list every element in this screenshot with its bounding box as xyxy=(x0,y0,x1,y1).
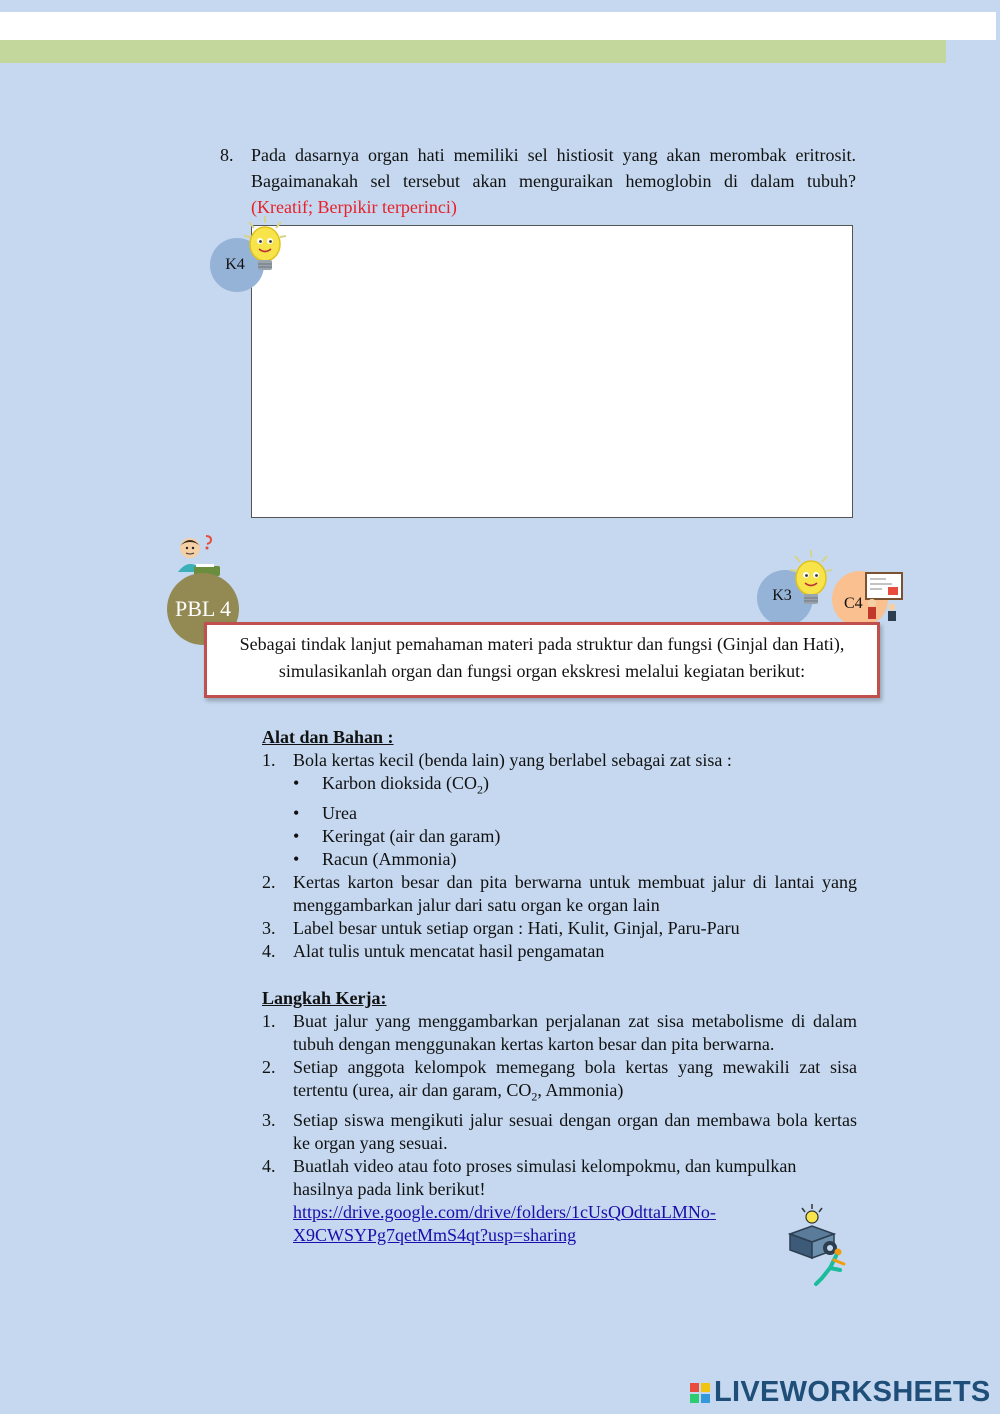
question-text xyxy=(251,142,856,220)
logo-square xyxy=(701,1394,710,1403)
item-text: Label besar untuk setiap organ : Hati, Kulit, Ginjal, Paru-Paru xyxy=(293,917,740,938)
bullet-text: Karbon dioksida (CO xyxy=(322,773,477,793)
logo-square xyxy=(701,1383,710,1392)
item-text: Alat tulis untuk mencatat hasil pengamatan xyxy=(293,940,605,961)
item-text: Setiap siswa mengikuti jalur sesuai dengan organ dan membawa bola kertas ke organ yang sesuai. xyxy=(293,1109,857,1153)
item-number: 3. xyxy=(262,917,276,938)
question-8 xyxy=(220,142,856,220)
steps-list xyxy=(262,1010,857,1247)
materials-list-cont xyxy=(262,871,857,963)
pbl-intro-box xyxy=(204,622,880,698)
logo-square xyxy=(690,1394,699,1403)
item-text: Kertas karton besar dan pita berwarna untuk membuat jalur di lantai yang menggambarkan jalur dari satu organ ke organ lain xyxy=(293,871,857,915)
bullet-item-racun: • Racun (Ammonia) xyxy=(231,848,857,871)
header-band-green xyxy=(0,40,946,63)
item-text: Bola kertas kecil (benda lain) yang berlabel sebagai zat sisa : xyxy=(293,750,732,770)
item-number: 3. xyxy=(262,1109,276,1130)
question-body: Pada dasarnya organ hati memiliki sel histiosit yang akan merombak eritrosit. Bagaimanakah sel tersebut akan menguraikan hemoglobin di dalam tubuh? xyxy=(251,145,856,191)
item-text-end: , Ammonia) xyxy=(537,1080,624,1100)
header-band-white xyxy=(0,12,996,40)
answer-textbox[interactable] xyxy=(251,225,853,518)
c4-label: C4 xyxy=(844,595,863,612)
logo-mark-icon xyxy=(690,1383,710,1403)
k3-label: K3 xyxy=(772,587,792,604)
bullet-text-end: ) xyxy=(482,773,489,793)
link-line-2[interactable]: X9CWSYPg7qetMmS4qt?usp=sharing xyxy=(293,1224,577,1245)
lightbulb-icon xyxy=(786,548,836,614)
steps-section xyxy=(262,987,857,1247)
item-text: Setiap anggota kelompok memegang bola kertas yang mewakili zat sisa tertentu (urea, air dan garam, CO xyxy=(293,1057,857,1100)
box-runner-icon xyxy=(786,1204,852,1288)
list-item xyxy=(262,1155,857,1247)
drive-link[interactable] xyxy=(293,1202,716,1245)
item-number: 4. xyxy=(262,1155,276,1176)
item-number: 1. xyxy=(262,1011,276,1031)
k4-label: K4 xyxy=(225,256,245,273)
pbl-label: PBL 4 xyxy=(174,596,232,621)
bullet-item-urea: • Urea xyxy=(231,802,857,825)
question-tag: (Kreatif; Berpikir terperinci) xyxy=(251,197,457,217)
logo-square xyxy=(690,1383,699,1392)
list-item xyxy=(262,1056,857,1109)
waste-bullet-list xyxy=(231,772,857,871)
materials-heading: Alat dan Bahan : xyxy=(262,727,394,747)
materials-section xyxy=(262,726,857,963)
item-text: Buat jalur yang menggambarkan perjalanan zat sisa metabolisme di dalam tubuh dengan menggunakan kertas karton besar dan pita berwarna. xyxy=(293,1011,857,1054)
item-text: Buatlah video atau foto proses simulasi kelompokmu, dan kumpulkan hasilnya pada link berikut! xyxy=(293,1155,797,1199)
logo-text: LIVEWORKSHEETS xyxy=(714,1376,991,1408)
question-number: 8. xyxy=(220,145,234,165)
teacher-board-icon xyxy=(858,571,904,623)
item-number: 2. xyxy=(262,1057,276,1077)
pbl-intro-text: Sebagai tindak lanjut pemahaman materi pada struktur dan fungsi (Ginjal dan Hati), simulasikanlah organ dan fungsi organ ekskresi melalui kegiatan berikut: xyxy=(239,634,845,681)
link-line-1[interactable]: https://drive.google.com/drive/folders/1cUsQOdttaLMNo- xyxy=(293,1201,716,1222)
list-item xyxy=(262,1109,857,1155)
list-item xyxy=(262,871,857,917)
bullet-item-co2 xyxy=(231,772,857,802)
list-item xyxy=(262,940,857,963)
item-number: 4. xyxy=(262,940,276,961)
item-number: 1. xyxy=(262,750,276,770)
list-item xyxy=(262,917,857,940)
list-item xyxy=(262,1010,857,1056)
liveworksheets-logo xyxy=(690,1376,991,1409)
steps-heading: Langkah Kerja: xyxy=(262,988,387,1008)
bullet-item-keringat: • Keringat (air dan garam) xyxy=(231,825,857,848)
subscript: 2 xyxy=(476,782,483,797)
lightbulb-icon xyxy=(243,214,287,280)
item-number: 2. xyxy=(262,871,276,892)
subscript: 2 xyxy=(531,1089,538,1104)
list-item xyxy=(262,749,857,772)
materials-list xyxy=(262,749,857,772)
